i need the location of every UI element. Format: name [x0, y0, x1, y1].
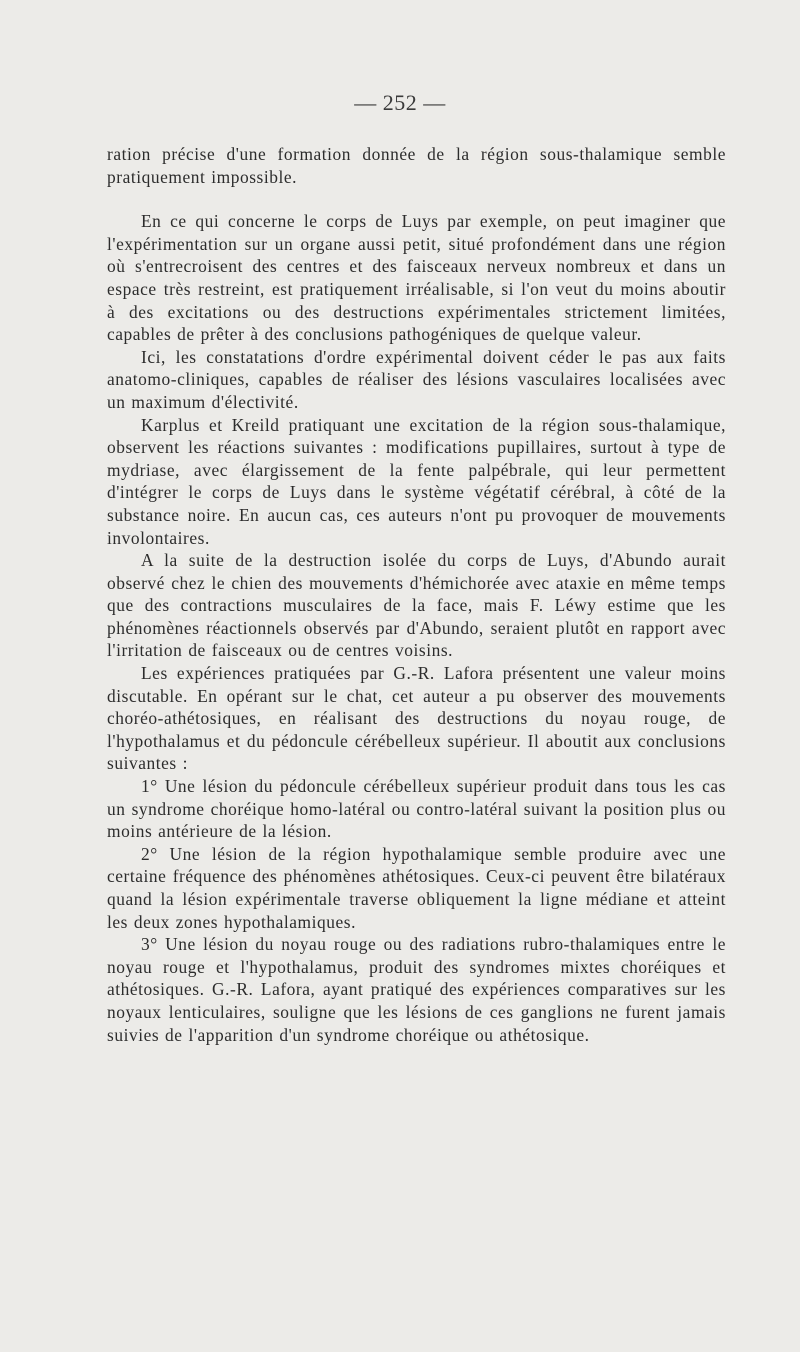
- paragraph: Karplus et Kreild pratiquant une excitation de la région sous-thalamique, observent les réactions suivantes : modifications pupillaires, surtout à type de mydriase, avec élargissement de la fente palpébrale, qui leur permettent d'intégrer le corps de Luys dans le système végétatif cérébral, à côté de la substance noire. En aucun cas, ces auteurs n'ont pu provoquer de mouvements involontaires.: [107, 414, 726, 548]
- paragraph: Ici, les constatations d'ordre expérimental doivent céder le pas aux faits anatomo-cliniques, capables de réaliser des lésions vasculaires localisées avec un maximum d'électivité.: [107, 346, 726, 412]
- page-number: — 252 —: [354, 90, 446, 115]
- paragraph: En ce qui concerne le corps de Luys par exemple, on peut imaginer que l'expérimentation sur un organe aussi petit, situé profondément dans une région où s'entrecroisent des centres et des faisceaux nerveux nombreux et dans un espace très restreint, est pratiquement irréalisable, si l'on veut du moins aboutir à des excitations ou des destructions expérimentales strictement limitées, capables de prêter à des conclusions pathogéniques de quelque valeur.: [107, 211, 726, 345]
- list-item-conclusion-3: 3° Une lésion du noyau rouge ou des radiations rubro-thalamiques entre le noyau rouge et l'hypothalamus, produit des syndromes mixtes choréiques et athétosiques. G.-R. Lafora, ayant pratiqué des expériences comparatives sur les noyaux lenticulaires, souligne que les lésions de ces ganglions ne furent jamais suivies de l'apparition d'un syndrome choréique ou athétosique.: [107, 934, 726, 1045]
- list-item-conclusion-1: 1° Une lésion du pédoncule cérébelleux supérieur produit dans tous les cas un syndrome choréique homo-latéral ou contro-latéral suivant la position plus ou moins antérieure de la lésion.: [107, 776, 726, 842]
- paragraph: Les expériences pratiquées par G.-R. Lafora présentent une valeur moins discutable. En opérant sur le chat, cet auteur a pu observer des mouvements choréo-athétosiques, en réalisant des destructions du noyau rouge, de l'hypothalamus et du pédoncule cérébelleux supérieur. Il aboutit aux conclusions suivantes :: [107, 663, 726, 774]
- paragraph: A la suite de la destruction isolée du corps de Luys, d'Abundo aurait observé chez le chien des mouvements d'hémichorée avec ataxie en même temps que des contractions musculaires de la face, mais F. Léwy estime que les phénomènes réactionnels observés par d'Abundo, seraient plutôt en rapport avec l'irritation de faisceaux ou de centres voisins.: [107, 550, 726, 661]
- paragraph-continuation: ration précise d'une formation donnée de la région sous-thalamique semble pratiquement impossible.: [107, 144, 726, 187]
- list-item-conclusion-2: 2° Une lésion de la région hypothalamique semble produire avec une certaine fréquence des phénomènes athétosiques. Ceux-ci peuvent être bilatéraux quand la lésion expérimentale traverse obliquement la ligne médiane et atteint les deux zones hypothalamiques.: [107, 843, 726, 932]
- body-text: [107, 143, 726, 1046]
